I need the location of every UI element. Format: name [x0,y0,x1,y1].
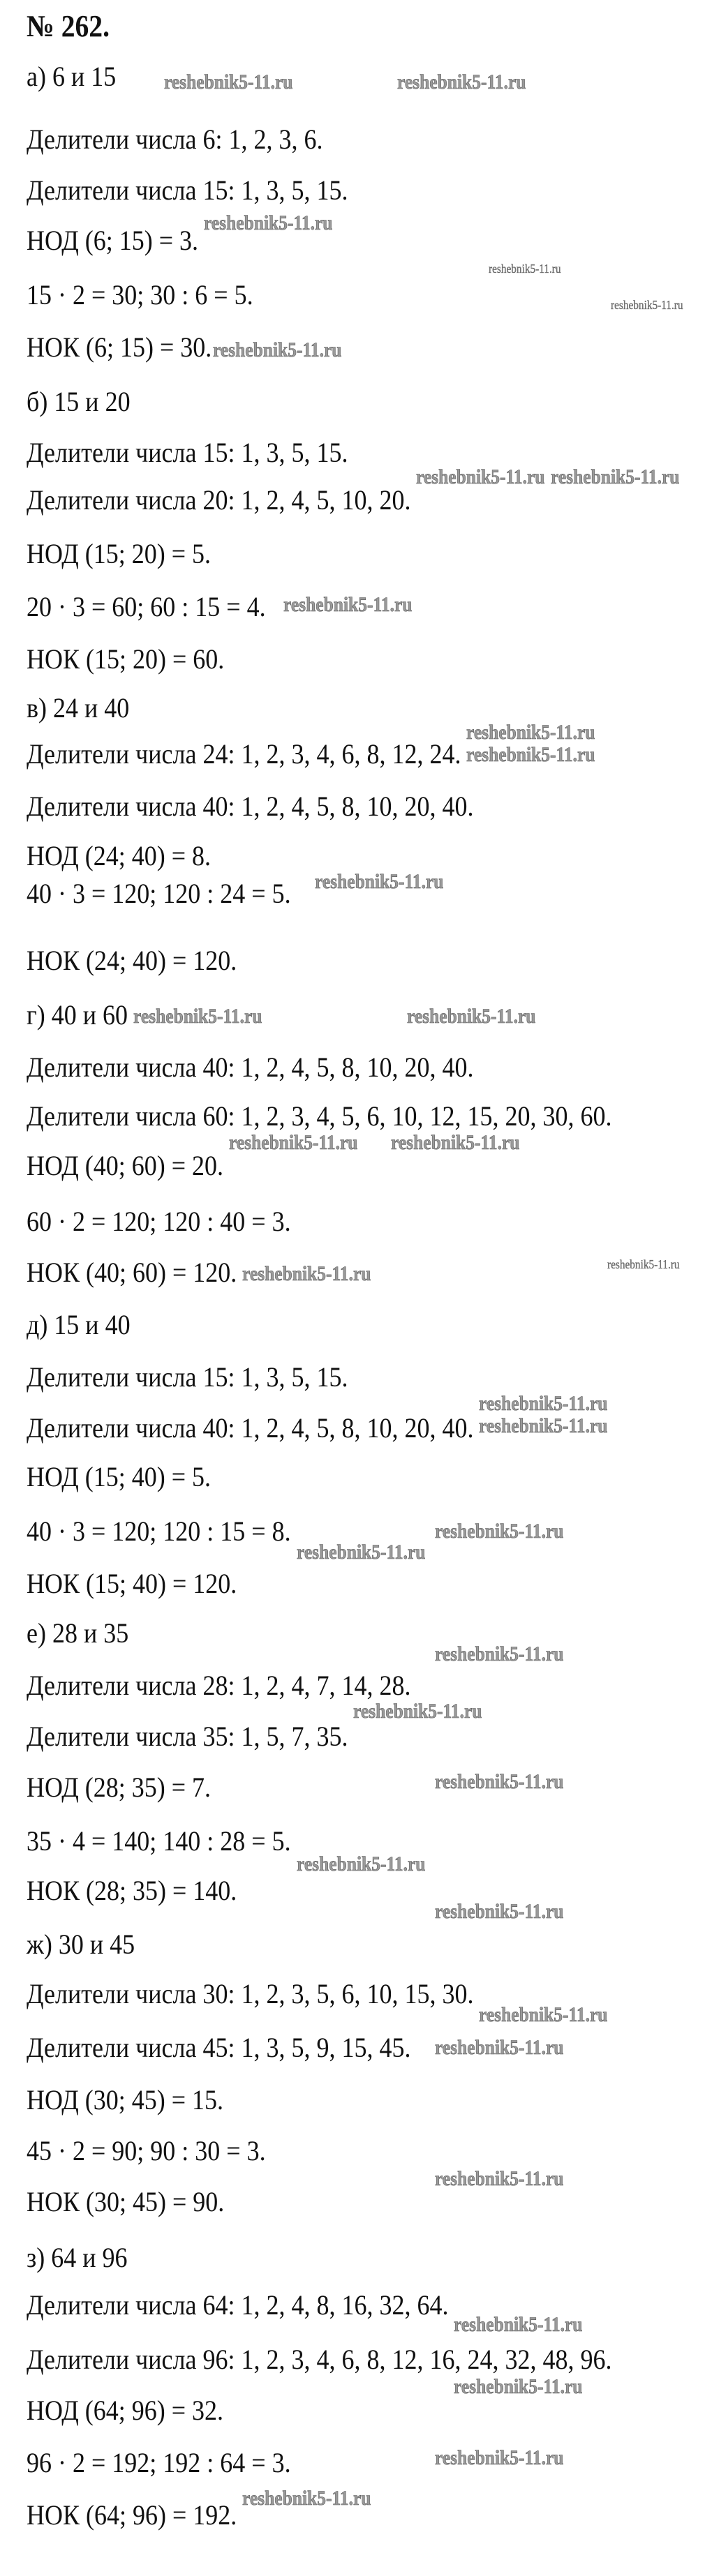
solution-line: НОД (40; 60) = 20. [27,1150,224,1181]
solution-line: Делители числа 20: 1, 2, 4, 5, 10, 20. [27,484,411,516]
watermark: reshebnik5-11.ru [435,2036,564,2059]
section-header: г) 40 и 60 [27,999,128,1031]
watermark: reshebnik5-11.ru [611,298,683,312]
watermark: reshebnik5-11.ru [607,1257,680,1271]
watermark: reshebnik5-11.ru [296,1852,426,1875]
solution-line: НОД (28; 35) = 7. [27,1772,212,1803]
section-header: б) 15 и 20 [27,386,131,417]
solution-line: НОД (64; 96) = 32. [27,2395,224,2426]
solution-line: НОК (40; 60) = 120. [27,1257,237,1288]
watermark: reshebnik5-11.ru [435,2167,564,2190]
watermark: reshebnik5-11.ru [164,70,293,93]
solution-line: Делители числа 64: 1, 2, 4, 8, 16, 32, 64. [27,2289,449,2321]
solution-line: Делители числа 40: 1, 2, 4, 5, 8, 10, 20, 40. [27,791,474,822]
solution-line: 20 · 3 = 60; 60 : 15 = 4. [27,591,266,622]
solution-line: НОД (15; 40) = 5. [27,1461,212,1492]
solution-line: Делители числа 28: 1, 2, 4, 7, 14, 28. [27,1670,411,1701]
solution-line: 45 · 2 = 90; 90 : 30 = 3. [27,2135,266,2166]
watermark: reshebnik5-11.ru [479,2003,608,2026]
solution-line: Делители числа 15: 1, 3, 5, 15. [27,174,348,206]
watermark: reshebnik5-11.ru [242,2487,371,2510]
solution-line: Делители числа 30: 1, 2, 3, 5, 6, 10, 15, 30. [27,1978,474,2009]
solution-line: Делители числа 6: 1, 2, 3, 6. [27,123,323,155]
solution-line: Делители числа 24: 1, 2, 3, 4, 6, 8, 12, 24. [27,738,461,770]
solution-line: Делители числа 15: 1, 3, 5, 15. [27,1361,348,1393]
watermark: reshebnik5-11.ru [435,1770,564,1793]
solution-line: НОК (15; 20) = 60. [27,643,225,675]
watermark: reshebnik5-11.ru [242,1262,371,1285]
solution-line: Делители числа 60: 1, 2, 3, 4, 5, 6, 10, 12, 15, 20, 30, 60. [27,1100,612,1132]
watermark: reshebnik5-11.ru [435,1900,564,1923]
solution-line: НОК (28; 35) = 140. [27,1875,237,1906]
watermark: reshebnik5-11.ru [283,593,413,616]
watermark: reshebnik5-11.ru [407,1005,536,1028]
solution-line: НОК (6; 15) = 30. [27,331,212,363]
watermark: reshebnik5-11.ru [315,870,444,893]
solution-line: Делители числа 40: 1, 2, 4, 5, 8, 10, 20, 40. [27,1051,474,1083]
watermark: reshebnik5-11.ru [435,1520,564,1543]
section-header: д) 15 и 40 [27,1309,131,1340]
watermark: reshebnik5-11.ru [454,2313,583,2336]
watermark: reshebnik5-11.ru [397,70,526,93]
solution-line: 40 · 3 = 120; 120 : 24 = 5. [27,878,291,909]
watermark: reshebnik5-11.ru [353,1700,482,1723]
watermark: reshebnik5-11.ru [489,262,561,276]
watermark: reshebnik5-11.ru [454,2375,583,2398]
solution-line: 15 · 2 = 30; 30 : 6 = 5. [27,279,253,310]
section-header: з) 64 и 96 [27,2242,128,2273]
problem-number: № 262. [27,9,110,43]
solution-line: 60 · 2 = 120; 120 : 40 = 3. [27,1206,291,1237]
solution-line: НОК (30; 45) = 90. [27,2186,225,2217]
watermark: reshebnik5-11.ru [435,2446,564,2469]
watermark: reshebnik5-11.ru [133,1005,262,1028]
solution-line: НОД (15; 20) = 5. [27,538,212,569]
watermark: reshebnik5-11.ru [229,1131,358,1154]
solution-line: 35 · 4 = 140; 140 : 28 = 5. [27,1825,291,1857]
solution-line: 96 · 2 = 192; 192 : 64 = 3. [27,2447,291,2478]
watermark: reshebnik5-11.ru [466,721,595,744]
solution-line: НОК (15; 40) = 120. [27,1568,237,1599]
solution-line: Делители числа 40: 1, 2, 4, 5, 8, 10, 20, 40. [27,1412,474,1444]
watermark: reshebnik5-11.ru [416,465,545,488]
section-header: ж) 30 и 45 [27,1929,135,1960]
section-header: в) 24 и 40 [27,692,130,724]
section-header: а) 6 и 15 [27,61,117,92]
watermark: reshebnik5-11.ru [296,1541,426,1564]
solution-line: Делители числа 96: 1, 2, 3, 4, 6, 8, 12, 16, 24, 32, 48, 96. [27,2344,612,2375]
solution-line: Делители числа 15: 1, 3, 5, 15. [27,437,348,468]
solution-line: Делители числа 35: 1, 5, 7, 35. [27,1721,348,1752]
watermark: reshebnik5-11.ru [479,1414,608,1437]
watermark: reshebnik5-11.ru [213,338,342,361]
watermark: reshebnik5-11.ru [204,211,333,234]
section-header: е) 28 и 35 [27,1617,129,1649]
solution-line: Делители числа 45: 1, 3, 5, 9, 15, 45. [27,2032,411,2063]
watermark: reshebnik5-11.ru [550,465,680,488]
solution-line: НОД (24; 40) = 8. [27,840,212,871]
solution-line: НОК (24; 40) = 120. [27,945,237,976]
watermark: reshebnik5-11.ru [435,1642,564,1665]
solution-line: НОД (30; 45) = 15. [27,2084,224,2116]
solution-line: НОК (64; 96) = 192. [27,2499,237,2531]
watermark: reshebnik5-11.ru [479,1392,608,1415]
watermark: reshebnik5-11.ru [466,743,595,766]
watermark: reshebnik5-11.ru [391,1131,520,1154]
solution-line: 40 · 3 = 120; 120 : 15 = 8. [27,1515,291,1547]
solution-line: НОД (6; 15) = 3. [27,225,199,256]
